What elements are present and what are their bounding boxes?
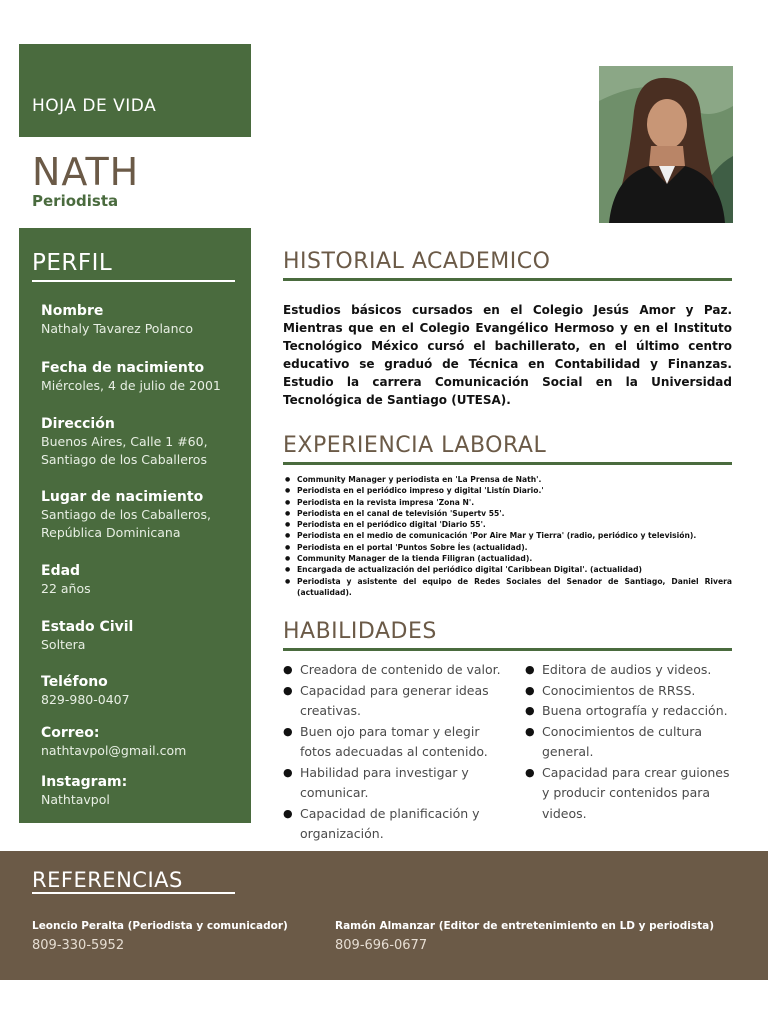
academic-title: HISTORIAL ACADEMICO	[283, 249, 551, 274]
field-phone	[41, 673, 241, 709]
list-item: ● Periodista en el medio de comunicación 'Por Aire Mar y Tierra' (radio, periódico y televisión).	[283, 530, 732, 541]
experience-title: EXPERIENCIA LABORAL	[283, 433, 547, 458]
list-item: ● Periodista en el periódico impreso y digital 'Listín Diario.'	[283, 485, 732, 496]
reference-name: Ramón Almanzar (Editor de entretenimiento en LD y periodista)	[335, 920, 715, 932]
field-label: Lugar de nacimiento	[41, 489, 204, 505]
list-item: ● Periodista y asistente del equipo de Redes Sociales del Senador de Santiago, Daniel Rivera (actualidad).	[283, 576, 732, 599]
reference-item	[32, 920, 288, 953]
field-label: Estado Civil	[41, 619, 134, 635]
profile-title-underline	[32, 280, 235, 282]
field-value: Soltera	[41, 637, 86, 652]
list-item: ● Periodista en el periódico digital 'Diario 55'.	[283, 519, 732, 530]
reference-phone: 809-330-5952	[32, 938, 125, 953]
field-instagram	[41, 773, 241, 809]
field-value: Nathtavpol	[41, 792, 110, 807]
skills-list-right	[525, 660, 735, 824]
profile-sidebar	[19, 228, 251, 823]
field-label: Correo:	[41, 725, 100, 741]
experience-list	[283, 474, 732, 598]
field-value: Santiago de los Caballeros, República Dominicana	[41, 507, 211, 540]
header-banner	[19, 44, 251, 137]
references-footer	[0, 851, 768, 980]
list-item: ● Buen ojo para tomar y elegir fotos adecuadas al contenido.	[283, 722, 508, 763]
list-item: ● Periodista en el canal de televisión 'Supertv 55'.	[283, 508, 732, 519]
field-email	[41, 724, 241, 760]
reference-item	[335, 920, 714, 953]
references-title-underline	[32, 892, 235, 894]
list-item: ● Conocimientos de cultura general.	[525, 722, 735, 763]
list-item: ● Periodista en la revista impresa 'Zona N'.	[283, 497, 732, 508]
field-label: Teléfono	[41, 674, 108, 690]
profile-title: PERFIL	[32, 250, 113, 276]
list-item: ● Creadora de contenido de valor.	[283, 660, 508, 681]
person-name: NATH	[32, 150, 140, 194]
field-value: Nathaly Tavarez Polanco	[41, 321, 194, 336]
person-role: Periodista	[32, 192, 119, 210]
field-name	[41, 302, 241, 338]
skills-list-left	[283, 660, 508, 845]
academic-title-underline	[283, 278, 732, 281]
list-item: ● Editora de audios y videos.	[525, 660, 735, 681]
list-item: ● Capacidad para crear guiones y producir contenidos para videos.	[525, 763, 735, 825]
list-item: ● Community Manager y periodista en 'La Prensa de Nath'.	[283, 474, 732, 485]
list-item: ● Capacidad de planificación y organización.	[283, 804, 508, 845]
field-birthdate	[41, 359, 241, 395]
skills-title-underline	[283, 648, 732, 651]
field-civil-status	[41, 618, 241, 654]
field-value: nathtavpol@gmail.com	[41, 743, 187, 758]
field-label: Instagram:	[41, 774, 128, 790]
field-value: 22 años	[41, 581, 91, 596]
list-item: ● Habilidad para investigar y comunicar.	[283, 763, 508, 804]
academic-text: Estudios básicos cursados en el Colegio Jesús Amor y Paz. Mientras que en el Colegio Evangélico Hermoso y en el Instituto Tecnológico México cursó el bachillerato, en el último centro educativo se graduó de Técnica en Contabilidad y Finanzas. Estudio la carrera Comunicación Social en la Universidad Tecnológica de Santiago (UTESA).	[283, 303, 732, 407]
field-label: Dirección	[41, 416, 115, 432]
field-age	[41, 562, 241, 598]
field-address	[41, 415, 216, 469]
reference-phone: 809-696-0677	[335, 938, 428, 953]
references-title: REFERENCIAS	[32, 868, 183, 892]
profile-photo	[599, 66, 733, 223]
field-value: Miércoles, 4 de julio de 2001	[41, 378, 221, 393]
field-label: Nombre	[41, 303, 104, 319]
field-label: Edad	[41, 563, 81, 579]
reference-name: Leoncio Peralta (Periodista y comunicador)	[32, 920, 288, 932]
list-item: ● Periodista en el portal 'Puntos Sobre Íes (actualidad).	[283, 542, 732, 553]
field-birthplace	[41, 488, 221, 542]
experience-title-underline	[283, 462, 732, 465]
list-item: ● Buena ortografía y redacción.	[525, 701, 735, 722]
field-label: Fecha de nacimiento	[41, 360, 205, 376]
skills-title: HABILIDADES	[283, 619, 437, 644]
document-label: HOJA DE VIDA	[32, 96, 157, 116]
list-item: ● Community Manager de la tienda Filigran (actualidad).	[283, 553, 732, 564]
list-item: ● Capacidad para generar ideas creativas.	[283, 681, 508, 722]
field-value: Buenos Aires, Calle 1 #60, Santiago de los Caballeros	[41, 434, 208, 467]
list-item: ● Conocimientos de RRSS.	[525, 681, 735, 702]
field-value: 829-980-0407	[41, 692, 130, 707]
list-item: ● Encargada de actualización del periódico digital 'Caribbean Digital'. (actualidad)	[283, 564, 732, 575]
